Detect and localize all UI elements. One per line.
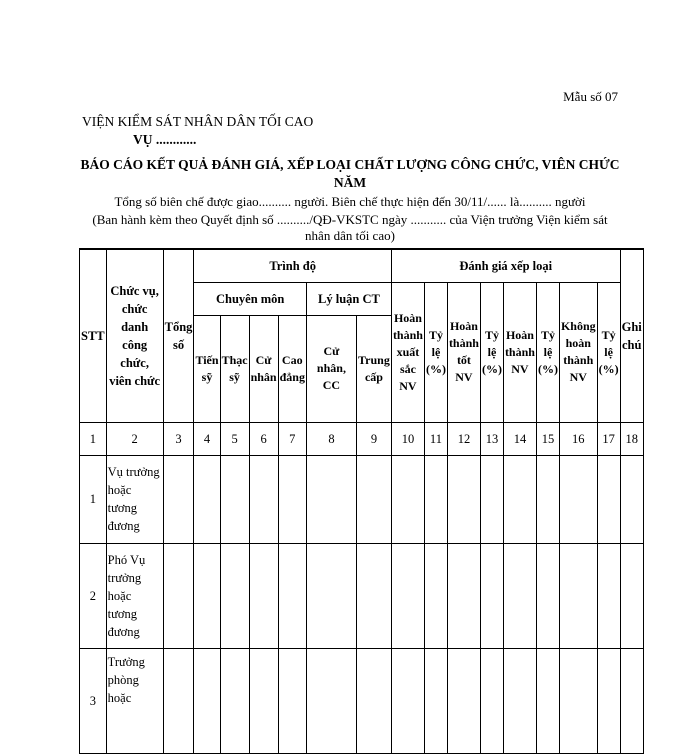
table-cell (356, 543, 391, 648)
column-number: 8 (306, 422, 356, 455)
table-cell (503, 543, 536, 648)
table-cell (306, 455, 356, 543)
header-pol-intermediate: Trung cấp (356, 315, 391, 422)
header-bachelor: Cử nhân (249, 315, 278, 422)
header-note: Ghi chú (620, 249, 643, 422)
table-cell (480, 455, 503, 543)
table-cell (391, 455, 424, 543)
report-title: BÁO CÁO KẾT QUẢ ĐÁNH GIÁ, XẾP LOẠI CHẤT LƯỢNG CÔNG CHỨC, VIÊN CHỨC NĂM (80, 157, 620, 190)
table-row (80, 648, 644, 753)
header-ratio-1: Tỷ lệ (%) (424, 282, 447, 422)
header-not-completed: Không hoàn thành NV (559, 282, 597, 422)
table-cell (620, 455, 643, 543)
header-political: Lý luận CT (306, 282, 391, 315)
column-number: 16 (559, 422, 597, 455)
note-dash (598, 648, 610, 649)
department-name: VỤ ............ (133, 132, 197, 147)
header-position: Chức vụ, chức danh công chức, viên chức (106, 249, 163, 422)
column-number: 9 (356, 422, 391, 455)
header-pol-bachelor: Cử nhân, CC (306, 315, 356, 422)
header-ratio-2: Tỷ lệ (%) (480, 282, 503, 422)
column-number: 10 (391, 422, 424, 455)
column-number: 6 (249, 422, 278, 455)
staffing-line: Tổng số biên chế được giao.......... người. Biên chế thực hiện đến 30/11/...... là.......... người (114, 194, 586, 209)
table-cell (220, 455, 249, 543)
header-completed: Hoàn thành NV (503, 282, 536, 422)
column-number: 13 (480, 422, 503, 455)
header-level: Trình độ (194, 249, 392, 282)
header-excellent: Hoàn thành xuất sắc NV (391, 282, 424, 422)
table-cell (194, 543, 220, 648)
row-stt: 3 (80, 648, 107, 753)
table-cell (278, 648, 306, 753)
table-cell (559, 455, 597, 543)
table-cell (503, 648, 536, 753)
row-position: Trưởng phòng hoặc (106, 648, 163, 753)
header-ratio-3: Tỷ lệ (%) (536, 282, 559, 422)
header-ratio-4: Tỷ lệ (%) (597, 282, 620, 422)
header-good: Hoàn thành tốt NV (447, 282, 480, 422)
column-number: 5 (220, 422, 249, 455)
table-cell (559, 543, 597, 648)
table-cell (278, 543, 306, 648)
table-cell (503, 455, 536, 543)
column-number: 3 (163, 422, 194, 455)
column-number-row (80, 422, 644, 455)
header-college: Cao đẳng (278, 315, 306, 422)
header-stt: STT (80, 249, 107, 422)
table-cell (391, 648, 424, 753)
form-number: Mẫu số 07 (563, 89, 618, 104)
table-cell (480, 648, 503, 753)
column-number: 1 (80, 422, 107, 455)
table-cell (249, 543, 278, 648)
column-number: 17 (597, 422, 620, 455)
column-number: 7 (278, 422, 306, 455)
column-number: 12 (447, 422, 480, 455)
table-cell (559, 648, 597, 753)
table-cell (620, 648, 643, 753)
header-expertise: Chuyên môn (194, 282, 307, 315)
table-cell (447, 648, 480, 753)
table-cell (597, 543, 620, 648)
table-cell (536, 648, 559, 753)
table-row (80, 543, 644, 648)
column-number: 4 (194, 422, 220, 455)
report-table (79, 248, 644, 754)
table-cell (356, 455, 391, 543)
table-cell (163, 455, 194, 543)
header-total: Tổng số (163, 249, 194, 422)
table-cell (194, 648, 220, 753)
column-number: 15 (536, 422, 559, 455)
decision-line: (Ban hành kèm theo Quyết định số ........../QĐ-VKSTC ngày ........... của Viện trưởng Viện kiểm sát nhân dân tối cao) (92, 212, 608, 243)
table-cell (306, 648, 356, 753)
table-cell (220, 648, 249, 753)
row-stt: 2 (80, 543, 107, 648)
table-cell (356, 648, 391, 753)
table-cell (447, 455, 480, 543)
table-row (80, 455, 644, 543)
column-number: 18 (620, 422, 643, 455)
table-cell (424, 455, 447, 543)
table-cell (249, 455, 278, 543)
table-cell (424, 648, 447, 753)
table-cell (220, 543, 249, 648)
table-cell (536, 543, 559, 648)
table-cell (424, 543, 447, 648)
table-cell (480, 543, 503, 648)
row-stt: 1 (80, 455, 107, 543)
table-cell (597, 648, 620, 753)
table-cell (597, 455, 620, 543)
table-cell (194, 455, 220, 543)
agency-name: VIỆN KIỂM SÁT NHÂN DÂN TỐI CAO (82, 114, 314, 129)
column-number: 11 (424, 422, 447, 455)
header-master: Thạc sỹ (220, 315, 249, 422)
row-position: Phó Vụ trưởng hoặc tương đương (106, 543, 163, 648)
table-cell (536, 455, 559, 543)
table-cell (163, 648, 194, 753)
column-number: 2 (106, 422, 163, 455)
table-cell (249, 648, 278, 753)
header-doctor: Tiến sỹ (194, 315, 220, 422)
table-cell (163, 543, 194, 648)
column-number: 14 (503, 422, 536, 455)
row-position: Vụ trưởng hoặc tương đương (106, 455, 163, 543)
header-evaluation: Đánh giá xếp loại (391, 249, 620, 282)
table-cell (278, 455, 306, 543)
table-cell (447, 543, 480, 648)
table-cell (306, 543, 356, 648)
table-cell (391, 543, 424, 648)
table-cell (620, 543, 643, 648)
